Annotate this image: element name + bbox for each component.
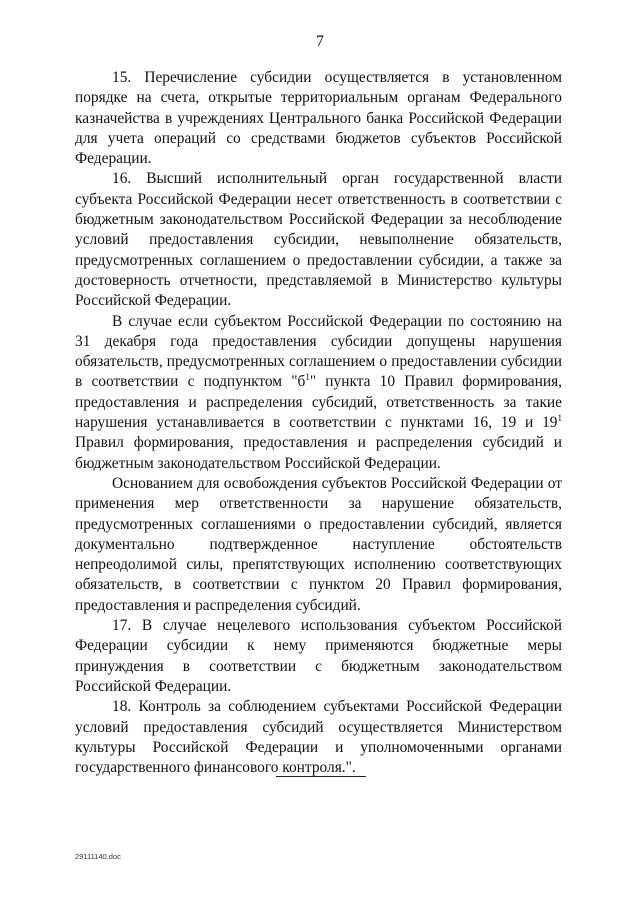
paragraph-text: 15. Перечисление субсидии осуществляется в установленном порядке на счета, открытые территориальным органам Федерального казначейства в учреждениях Центрального банка Российской Федерации для учета операций со средствами бюджетов субъектов Российской Федерации. [75,69,562,168]
footer-filename: 29111140.doc [75,852,121,861]
paragraph-text: " пункта 10 Правил формирования, предоставления и распределения субсидий, ответственность за такие нарушения устанавливается в соответствии с пунктами 16, 19 и 19 [75,373,562,432]
paragraph-text: В случае если субъектом Российской Федерации по состоянию на 31 декабря года предоставления субсидии допущены нарушения обязательств, предусмотренных соглашением о предоставлении субсидии в соответствии с подпунктом "б [75,312,562,391]
paragraph-p15 [75,68,562,169]
closing-rule [276,776,366,777]
paragraph-text: 17. В случае нецелевого использования субъектом Российской Федерации субсидии к нему применяются бюджетные меры принуждения в соответствии с бюджетным законодательством Российской Федерации. [75,617,562,695]
paragraph-p16-grounds [75,474,562,616]
paragraph-p16-violations [75,312,562,474]
paragraph-p16 [75,169,562,311]
superscript: 1 [557,413,562,424]
paragraph-text: Правил формирования, предоставления и распределения субсидий и бюджетным законодательством Российской Федерации. [75,434,562,472]
paragraph-text: 18. Контроль за соблюдением субъектами Российской Федерации условий предоставления субсидий осуществляется Министерством культуры Российской Федерации и уполномоченными органами государственного финансового контроля.". [75,698,562,777]
page-number: 7 [316,33,324,50]
document-body [75,68,562,778]
paragraph-p18 [75,697,562,778]
paragraph-text: 16. Высший исполнительный орган государственной власти субъекта Российской Федерации несет ответственность в соответствии с бюджетным законодательством Российской Федерации за несоблюдение условий предоставления субсидии, невыполнение обязательств, предусмотренных соглашением о предоставлении субсидии, а также за достоверность отчетности, представляемой в Министерство культуры Российской Федерации. [75,170,562,310]
paragraph-p17 [75,616,562,697]
superscript: 1 [305,372,310,383]
paragraph-text: Основанием для освобождения субъектов Российской Федерации от применения мер ответственности за нарушение обязательств, предусмотренных соглашениями о предоставлении субсидий, является документально подтвержденное наступление обстоятельств непреодолимой силы, препятствующих исполнению соответствующих обязательств, в соответствии с пунктом 20 Правил формирования, предоставления и распределения субсидий. [75,474,562,614]
